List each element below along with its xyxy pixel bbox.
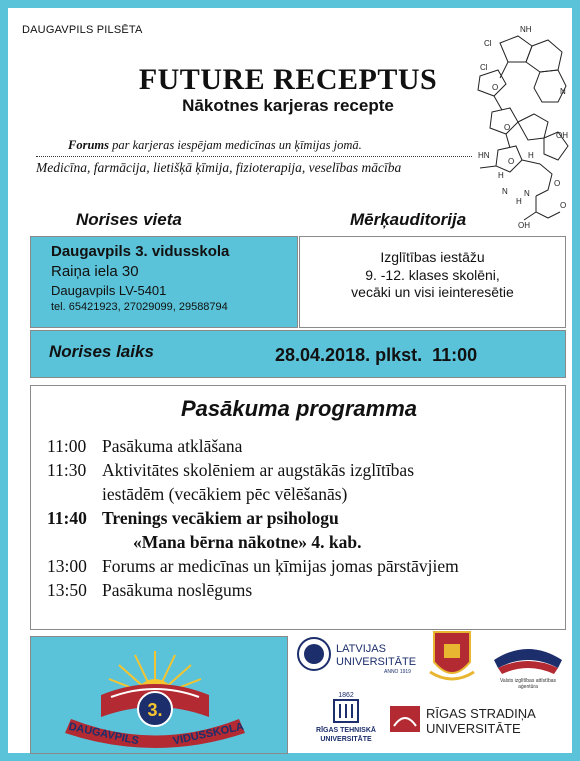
city-label: DAUGAVPILS PILSĒTA (22, 24, 143, 36)
school-logo-box (30, 636, 288, 754)
rtu-logo (306, 688, 386, 746)
audience-box (299, 236, 566, 328)
audience-line-2: 9. -12. klases skolēni, (365, 266, 500, 283)
time-heading: Norises laiks (49, 342, 154, 361)
mol-nh2: N (560, 87, 566, 96)
forum-bold: Forums (68, 138, 109, 152)
rsu-line1: RĪGAS STRADIŅA (426, 706, 536, 721)
program-time: 13:50 (47, 580, 87, 600)
program-item (47, 554, 459, 578)
logo-right-text: VIDUSSKOLA (171, 720, 245, 748)
program-time: 13:00 (47, 556, 87, 576)
page-title: FUTURE RECEPTUS (138, 63, 438, 96)
mol-n2: N (524, 189, 530, 198)
rsu-line2: UNIVERSITĀTE (426, 721, 521, 736)
mol-o1: O (492, 83, 499, 92)
program-time: 11:40 (47, 508, 87, 528)
crest-logo (426, 628, 478, 688)
program-item (47, 506, 459, 530)
school-logo (31, 637, 289, 755)
venue-phone: tel. 65421923, 27029099, 29588794 (51, 301, 228, 313)
rtu-line2: UNIVERSITĀTE (320, 736, 372, 743)
event-date: 28.04.2018. plkst. (275, 345, 423, 365)
lu-line1: LATVIJAS (336, 643, 386, 655)
venue-box (30, 236, 298, 328)
logo-number: 3. (147, 700, 163, 720)
venue-name: Daugavpils 3. vidusskola (51, 243, 230, 260)
program-time: 11:00 (47, 436, 87, 456)
venue-heading: Norises vieta (76, 210, 182, 229)
program-text: Trenings vecākiem ar psihologu (102, 508, 339, 528)
lu-year: ANNO 1919 (384, 669, 411, 675)
program-time: 11:30 (47, 460, 87, 480)
program-text-continued: «Mana bērna nākotne» 4. kab. (133, 532, 362, 552)
mol-cl1: Cl (484, 39, 492, 48)
mol-nh1: NH (520, 25, 532, 34)
event-hour: 11:00 (432, 345, 478, 365)
flyer-sheet (8, 8, 572, 753)
mol-o2: O (504, 123, 511, 132)
time-value (275, 345, 477, 366)
viaa-line2: aģentūra (518, 684, 538, 690)
mol-n1: N (502, 187, 508, 196)
mol-h1: H (498, 171, 504, 180)
mol-o3: O (508, 157, 515, 166)
mol-o4: O (554, 179, 561, 188)
mol-cl2: Cl (480, 63, 488, 72)
mol-oh: OH (556, 131, 568, 140)
viaa-line1: Valsts izglītības attīstības (499, 678, 557, 684)
molecule-illustration (440, 18, 575, 233)
mol-h2: H (528, 151, 534, 160)
audience-line-1: Izglītības iestāžu (380, 249, 485, 265)
rsu-logo (390, 700, 570, 740)
program-box (30, 385, 566, 630)
mol-h3: H (516, 197, 522, 206)
rtu-line1: RĪGAS TEHNISKĀ (316, 727, 376, 734)
audience-line-3: vecāki un visi ieinteresētie (351, 284, 514, 300)
program-item (47, 434, 459, 458)
forum-rest: par karjeras iespējam medicīnas un ķīmijas jomā. (109, 138, 362, 152)
viaa-logo (488, 638, 568, 690)
program-list (47, 434, 459, 602)
program-item (47, 578, 459, 602)
mol-o5: O (560, 201, 567, 210)
logo-left-text: DAUGAVPILS (67, 720, 140, 748)
program-title: Pasākuma programma (181, 396, 417, 421)
mol-oh2: OH (518, 221, 530, 230)
divider (36, 156, 472, 157)
venue-city: Daugavpils LV-5401 (51, 283, 167, 298)
lu-line2: UNIVERSITĀTE (336, 656, 417, 668)
program-text-continued: iestādēm (vecākiem pēc vēlēšanās) (102, 484, 348, 504)
lu-logo (296, 632, 426, 676)
forum-description (68, 138, 362, 153)
mol-hn: HN (478, 151, 490, 160)
time-box (30, 330, 566, 378)
venue-street: Raiņa iela 30 (51, 263, 139, 280)
page-subtitle: Nākotnes karjeras recepte (182, 96, 394, 115)
program-text: Aktivitātes skolēniem ar augstākās izglītības (102, 460, 415, 480)
program-text: Pasākuma atklāšana (102, 436, 243, 456)
program-text: Forums ar medicīnas un ķīmijas jomas pārstāvjiem (102, 556, 459, 576)
fields-list: Medicīna, farmācija, lietišķā ķīmija, fizioterapija, veselības mācība (36, 160, 402, 175)
program-item (47, 458, 459, 482)
program-text: Pasākuma noslēgums (102, 580, 253, 600)
rtu-year: 1862 (338, 692, 354, 699)
audience-heading: Mērķauditorija (350, 210, 467, 229)
